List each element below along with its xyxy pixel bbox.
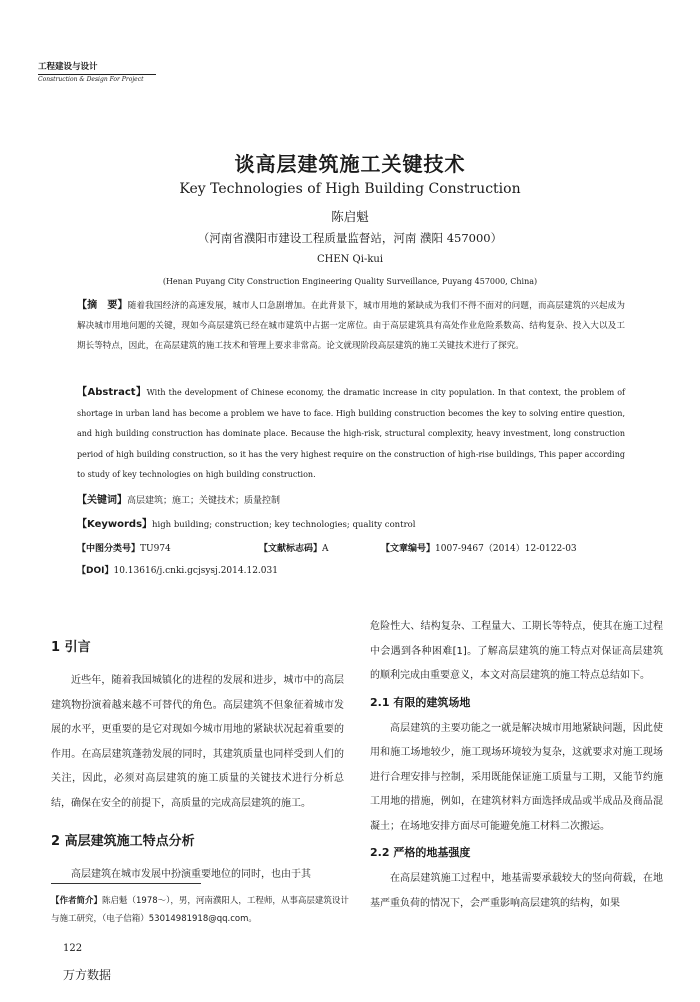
- footnote-text: 陈启魁（1978～），男，河南濮阳人，工程师，从事高层建筑设计与施工研究，（电子信箱）53014981918@qq.com。: [51, 896, 349, 924]
- watermark: 万方数据: [63, 968, 112, 982]
- section-2-paragraph-start: 高层建筑在城市发展中扮演重要地位的同时，也由于其: [71, 869, 311, 880]
- clc-field: [77, 539, 259, 559]
- abstract-cn-label: 【摘 要】: [77, 300, 128, 311]
- abstract-cn-text: 随着我国经济的高速发展，城市人口急剧增加。在此背景下，城市用地的紧缺成为我们不得不面对的问题，而高层建筑的兴起成为解决城市用地问题的关键，现如今高层建筑已经在城市建筑中占据一定席位。由于高层建筑具有高处作业危险系数高、结构复杂、投入大以及工期长等特点，因此，在高层建筑的施工技术和管理上要求非常高。论文就现阶段高层建筑的施工关键技术进行了探究。: [77, 301, 625, 351]
- article-no-field: [381, 539, 577, 559]
- article-no-label: 【文章编号】: [381, 544, 436, 554]
- right-column: [370, 615, 663, 916]
- abstract-en-label: 【Abstract】: [77, 387, 147, 398]
- keywords-cn-label: 【关键词】: [77, 495, 127, 506]
- footnote-rule: [51, 883, 201, 884]
- keywords-cn: [77, 491, 625, 511]
- abstract-cn: [77, 296, 625, 356]
- abstract-en-text: With the development of Chinese economy, the dramatic increase in city population. In that context, the problem of shortage in urban land has become a problem we have to face. High building construction becomes the key to solving entire question, and high building construction has dominate place. Because the high-risk, structural complexity, heavy investment, long construction period of high building construction, so it has the very highest require on the construction of high-rise buildings, This paper according to study of key technologies on high building construction.: [77, 388, 625, 479]
- doi-line: [77, 561, 278, 581]
- keywords-en-label: 【Keywords】: [77, 519, 153, 530]
- section-2-paragraph-continued: 危险性大、结构复杂、工程量大、工期长等特点，使其在施工过程中会遇到各种困难[1]。了解高层建筑的施工特点对保证高层建筑的顺利完成由重要意义，本文对高层建筑的施工特点总结如下。: [370, 621, 663, 681]
- author-footnote: [51, 892, 351, 928]
- section-2-heading: 2 高层建筑施工特点分析: [51, 834, 195, 849]
- classification-line: [77, 539, 637, 559]
- left-column: [51, 622, 344, 888]
- article-title-en: Key Technologies of High Building Construction: [179, 181, 521, 197]
- section-2-2-paragraph: 在高层建筑施工过程中，地基需要承载较大的竖向荷载，在地基严重负荷的情况下，会严重影响高层建筑的结构，如果: [370, 873, 663, 909]
- section-2-1-heading: 2.1 有限的建筑场地: [370, 695, 471, 709]
- article-title-cn: 谈高层建筑施工关键技术: [234, 152, 466, 176]
- section-1-heading: 1 引言: [51, 640, 91, 655]
- affiliation-cn: （河南省濮阳市建设工程质量监督站，河南 濮阳 457000）: [197, 231, 503, 245]
- doc-code-value: A: [322, 544, 329, 554]
- doi-label: 【DOI】: [77, 566, 114, 576]
- author-name-en: CHEN Qi-kui: [316, 254, 384, 265]
- clc-value: TU974: [140, 544, 171, 554]
- section-1-paragraph: 近些年，随着我国城镇化的进程的发展和进步，城市中的高层建筑物扮演着越来越不可替代的角色。高层建筑不但象征着城市发展的水平，更重要的是它对现如今城市用地的紧缺状况起着重要的作用。在高层建筑蓬勃发展的同时，其建筑质量也同样受到人们的关注，因此，必须对高层建筑的施工质量的关键技术进行分析总结，确保在安全的前提下，高质量的完成高层建筑的施工。: [51, 675, 344, 809]
- journal-header: [38, 60, 156, 83]
- doc-code-field: [259, 539, 381, 559]
- page-number: 122: [63, 943, 83, 954]
- affiliation-en: (Henan Puyang City Construction Engineering Quality Surveillance, Puyang 457000, China): [162, 277, 538, 286]
- section-2-2-heading: 2.2 严格的地基强度: [370, 846, 471, 859]
- abstract-en: [77, 383, 625, 486]
- footnote-label: 【作者简介】: [51, 896, 103, 906]
- journal-name-en: Construction & Design For Project: [38, 76, 144, 83]
- journal-name-cn: 工程建设与设计: [38, 60, 156, 75]
- keywords-en: [77, 515, 625, 535]
- section-2-1-paragraph: 高层建筑的主要功能之一就是解决城市用地紧缺问题，因此使用和施工场地较少，施工现场环境较为复杂，这就要求对施工现场进行合理安排与控制，采用既能保证施工质量与工期，又能节约施工用地的措施，例如，在建筑材料方面选择成品或半成品及商品混凝土；在场地安排方面尽可能避免施工材料二次搬运。: [370, 722, 663, 832]
- article-no-value: 1007-9467（2014）12-0122-03: [435, 544, 577, 554]
- clc-label: 【中图分类号】: [77, 544, 141, 554]
- keywords-cn-text: 高层建筑；施工；关键技术；质量控制: [127, 496, 281, 506]
- keywords-en-text: high building; construction; key technologies; quality control: [152, 520, 416, 530]
- doi-value: 10.13616/j.cnki.gcjsysj.2014.12.031: [113, 566, 278, 576]
- author-name-cn: 陈启魁: [331, 209, 369, 224]
- doc-code-label: 【文献标志码】: [259, 544, 323, 554]
